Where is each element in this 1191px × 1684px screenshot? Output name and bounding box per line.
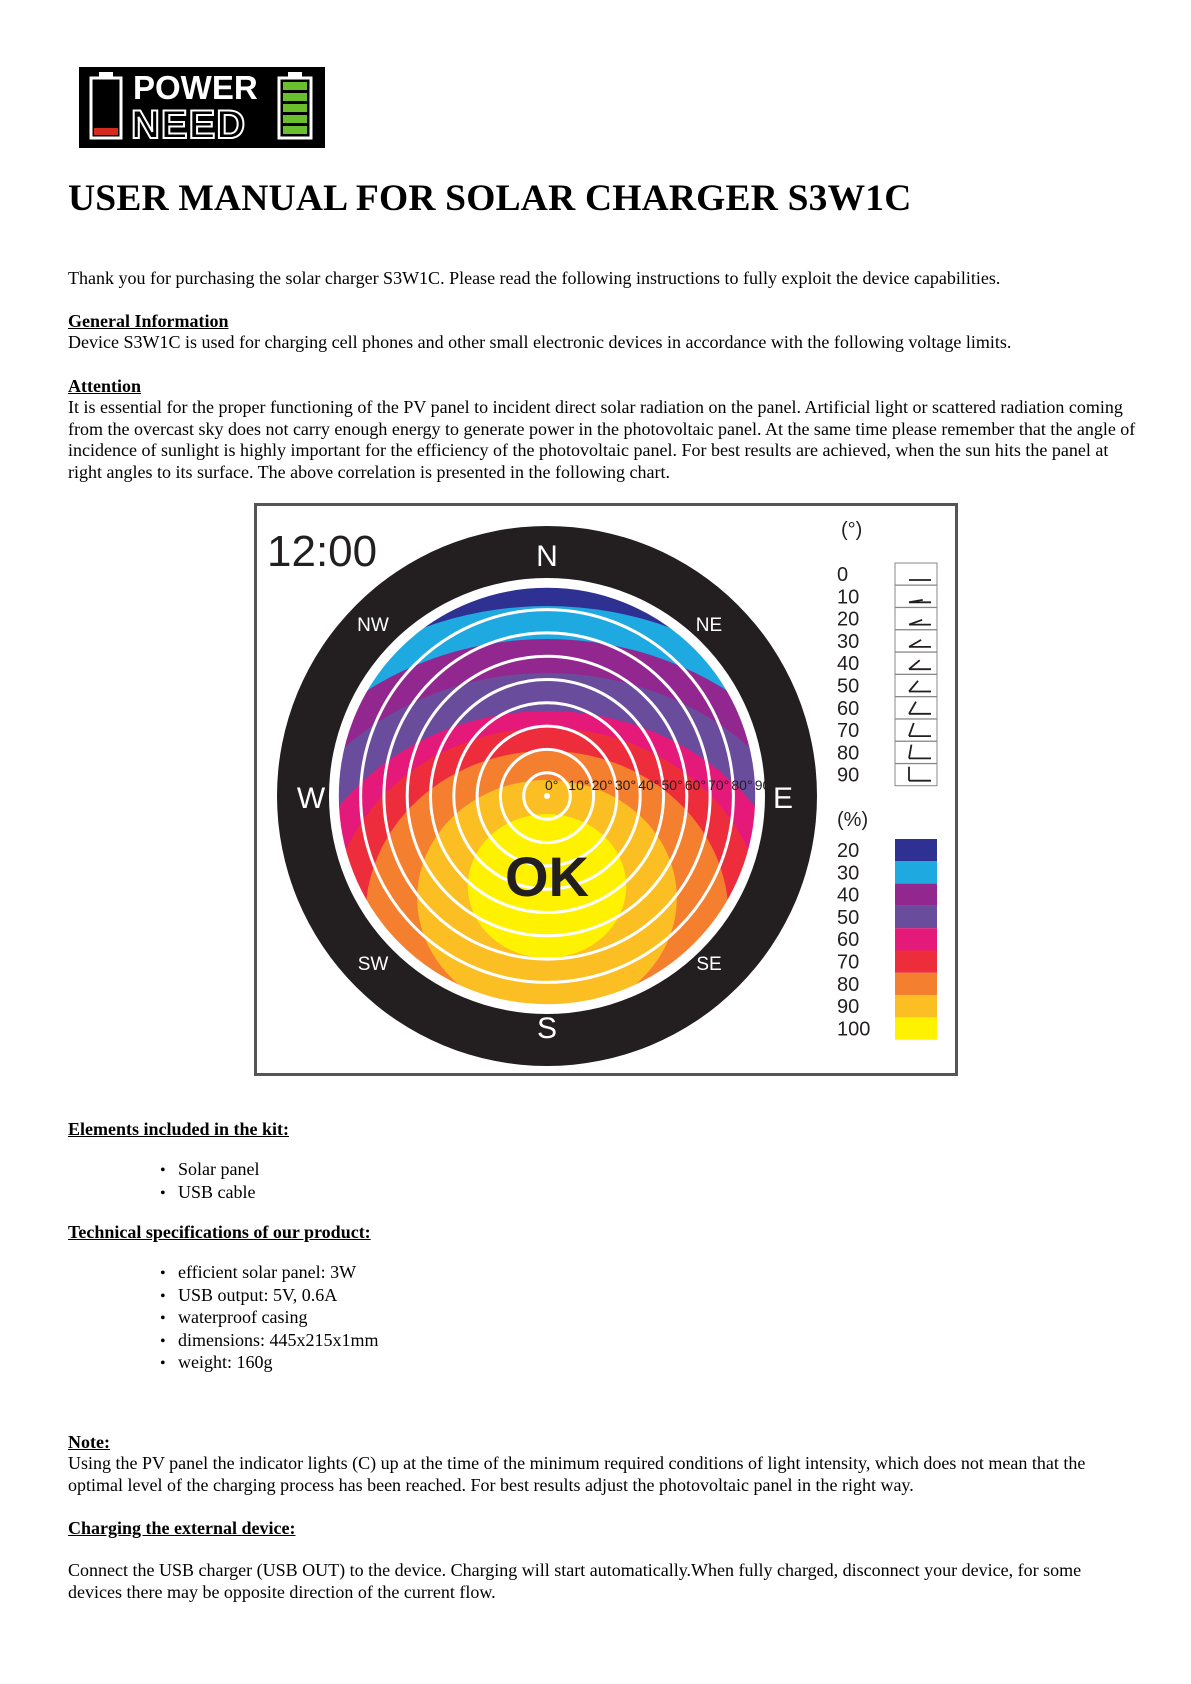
attention-heading: Attention xyxy=(68,376,141,396)
angle-legend-value: 90 xyxy=(837,764,860,787)
specs-heading: Technical specifications of our product: xyxy=(68,1222,371,1242)
efficiency-legend-swatch xyxy=(895,884,937,906)
chart-time-label: 12:00 xyxy=(267,527,378,576)
direction-ne: NE xyxy=(695,615,723,636)
ring-label: 80° xyxy=(731,777,753,793)
efficiency-legend-value: 60 xyxy=(837,929,860,952)
angle-legend-unit: (°) xyxy=(841,519,863,541)
angle-legend-swatch xyxy=(895,719,937,741)
angle-legend-swatch xyxy=(895,630,937,652)
efficiency-legend-swatch xyxy=(895,1017,937,1039)
angle-legend-swatch xyxy=(895,741,937,763)
attention-text: It is essential for the proper functioning of the PV panel to incident direct solar radiation on the panel. Artificial light or scattered radiation coming from the overcast sky does not carry enough energy to generate power in the photovoltaic panel. At the same time please remember that the angle of incidence of sunlight is highly important for the efficiency of the photovoltaic panel. For best results are achieved, when the sun hits the panel at right angles to its surface. The above correlation is presented in the following chart. xyxy=(68,397,1136,482)
efficiency-legend-swatch xyxy=(895,951,937,973)
angle-legend-value: 80 xyxy=(837,742,860,765)
efficiency-legend-swatch xyxy=(895,839,937,861)
angle-legend-value: 60 xyxy=(837,697,860,720)
angle-legend-swatch xyxy=(895,675,937,697)
ring-label: 20° xyxy=(591,777,613,793)
angle-legend-swatch xyxy=(895,608,937,630)
chart-svg xyxy=(257,506,955,1073)
note-text: Using the PV panel the indicator lights (C) up at the time of the minimum required conditions of light intensity, which does not mean that the optimal level of the charging process has been reached. For best results adjust the photovoltaic panel in the right way. xyxy=(68,1453,1086,1495)
solar-efficiency-chart xyxy=(254,503,958,1076)
angle-legend-swatch xyxy=(895,764,937,786)
logo-line-1: POWER xyxy=(133,69,258,106)
note-heading: Note: xyxy=(68,1432,110,1452)
angle-legend-value: 10 xyxy=(837,586,860,609)
angle-legend-value: 20 xyxy=(837,608,860,631)
angle-legend-value: 70 xyxy=(837,720,860,743)
kit-heading: Elements included in the kit: xyxy=(68,1119,290,1139)
specs-list xyxy=(160,1262,379,1375)
efficiency-legend-value: 50 xyxy=(837,906,860,929)
general-heading: General Information xyxy=(68,311,229,331)
ring-label: 40° xyxy=(638,777,660,793)
angle-legend-value: 40 xyxy=(837,653,860,676)
list-item: • USB output: 5V, 0.6A xyxy=(160,1285,379,1308)
angle-legend-swatch xyxy=(895,697,937,719)
charging-text: Connect the USB charger (USB OUT) to the device. Charging will start automatically.When fully charged, disconnect your device, for some devices there may be opposite direction of the current flow. xyxy=(68,1560,1082,1602)
efficiency-legend-value: 100 xyxy=(837,1018,871,1041)
ring-label: 0° xyxy=(545,777,559,793)
efficiency-legend-swatch xyxy=(895,928,937,950)
efficiency-legend-swatch xyxy=(895,995,937,1017)
list-item: • weight: 160g xyxy=(160,1352,379,1375)
ring-label: 50° xyxy=(661,777,683,793)
ring-label: 30° xyxy=(614,777,637,793)
intro-text: Thank you for purchasing the solar charger S3W1C. Please read the following instructions to fully exploit the device capabilities. xyxy=(68,268,1001,288)
general-text: Device S3W1C is used for charging cell phones and other small electronic devices in accordance with the following voltage limits. xyxy=(68,332,1012,352)
logo-line-2: NEED xyxy=(131,103,247,147)
efficiency-legend-value: 90 xyxy=(837,996,860,1019)
list-item: • Solar panel xyxy=(160,1159,259,1182)
angle-legend-swatch xyxy=(895,563,937,585)
angle-legend-value: 30 xyxy=(837,630,860,653)
direction-sw: SW xyxy=(357,954,389,975)
efficiency-legend-unit: (%) xyxy=(837,809,869,831)
list-item: • efficient solar panel: 3W xyxy=(160,1262,379,1285)
direction-e: E xyxy=(772,782,794,815)
sun-center-dot xyxy=(544,793,550,799)
ok-label: OK xyxy=(505,845,589,908)
charging-heading: Charging the external device: xyxy=(68,1518,296,1538)
ring-label: 70° xyxy=(708,777,730,793)
brand-logo xyxy=(79,67,325,148)
ring-label: 60° xyxy=(684,777,706,793)
direction-n: N xyxy=(536,540,558,573)
kit-list xyxy=(160,1159,259,1204)
list-item: • waterproof casing xyxy=(160,1307,379,1330)
list-item: • USB cable xyxy=(160,1182,259,1205)
efficiency-legend-value: 40 xyxy=(837,884,860,907)
direction-nw: NW xyxy=(357,615,389,636)
direction-w: W xyxy=(296,782,326,815)
page-title: USER MANUAL FOR SOLAR CHARGER S3W1C xyxy=(68,178,912,219)
ring-label: 10° xyxy=(568,777,590,793)
efficiency-legend-value: 70 xyxy=(837,951,860,974)
efficiency-legend-value: 80 xyxy=(837,973,860,996)
angle-legend-swatch xyxy=(895,585,937,607)
efficiency-legend-value: 30 xyxy=(837,862,860,885)
efficiency-legend-value: 20 xyxy=(837,840,860,862)
ring-label: 90° xyxy=(754,777,776,793)
list-item: • dimensions: 445x215x1mm xyxy=(160,1330,379,1353)
efficiency-legend-swatch xyxy=(895,906,937,928)
direction-s: S xyxy=(536,1012,558,1045)
efficiency-legend-swatch xyxy=(895,973,937,995)
angle-legend-value: 0 xyxy=(837,564,849,586)
angle-legend-value: 50 xyxy=(837,675,860,698)
direction-se: SE xyxy=(696,954,722,975)
efficiency-legend-swatch xyxy=(895,861,937,883)
